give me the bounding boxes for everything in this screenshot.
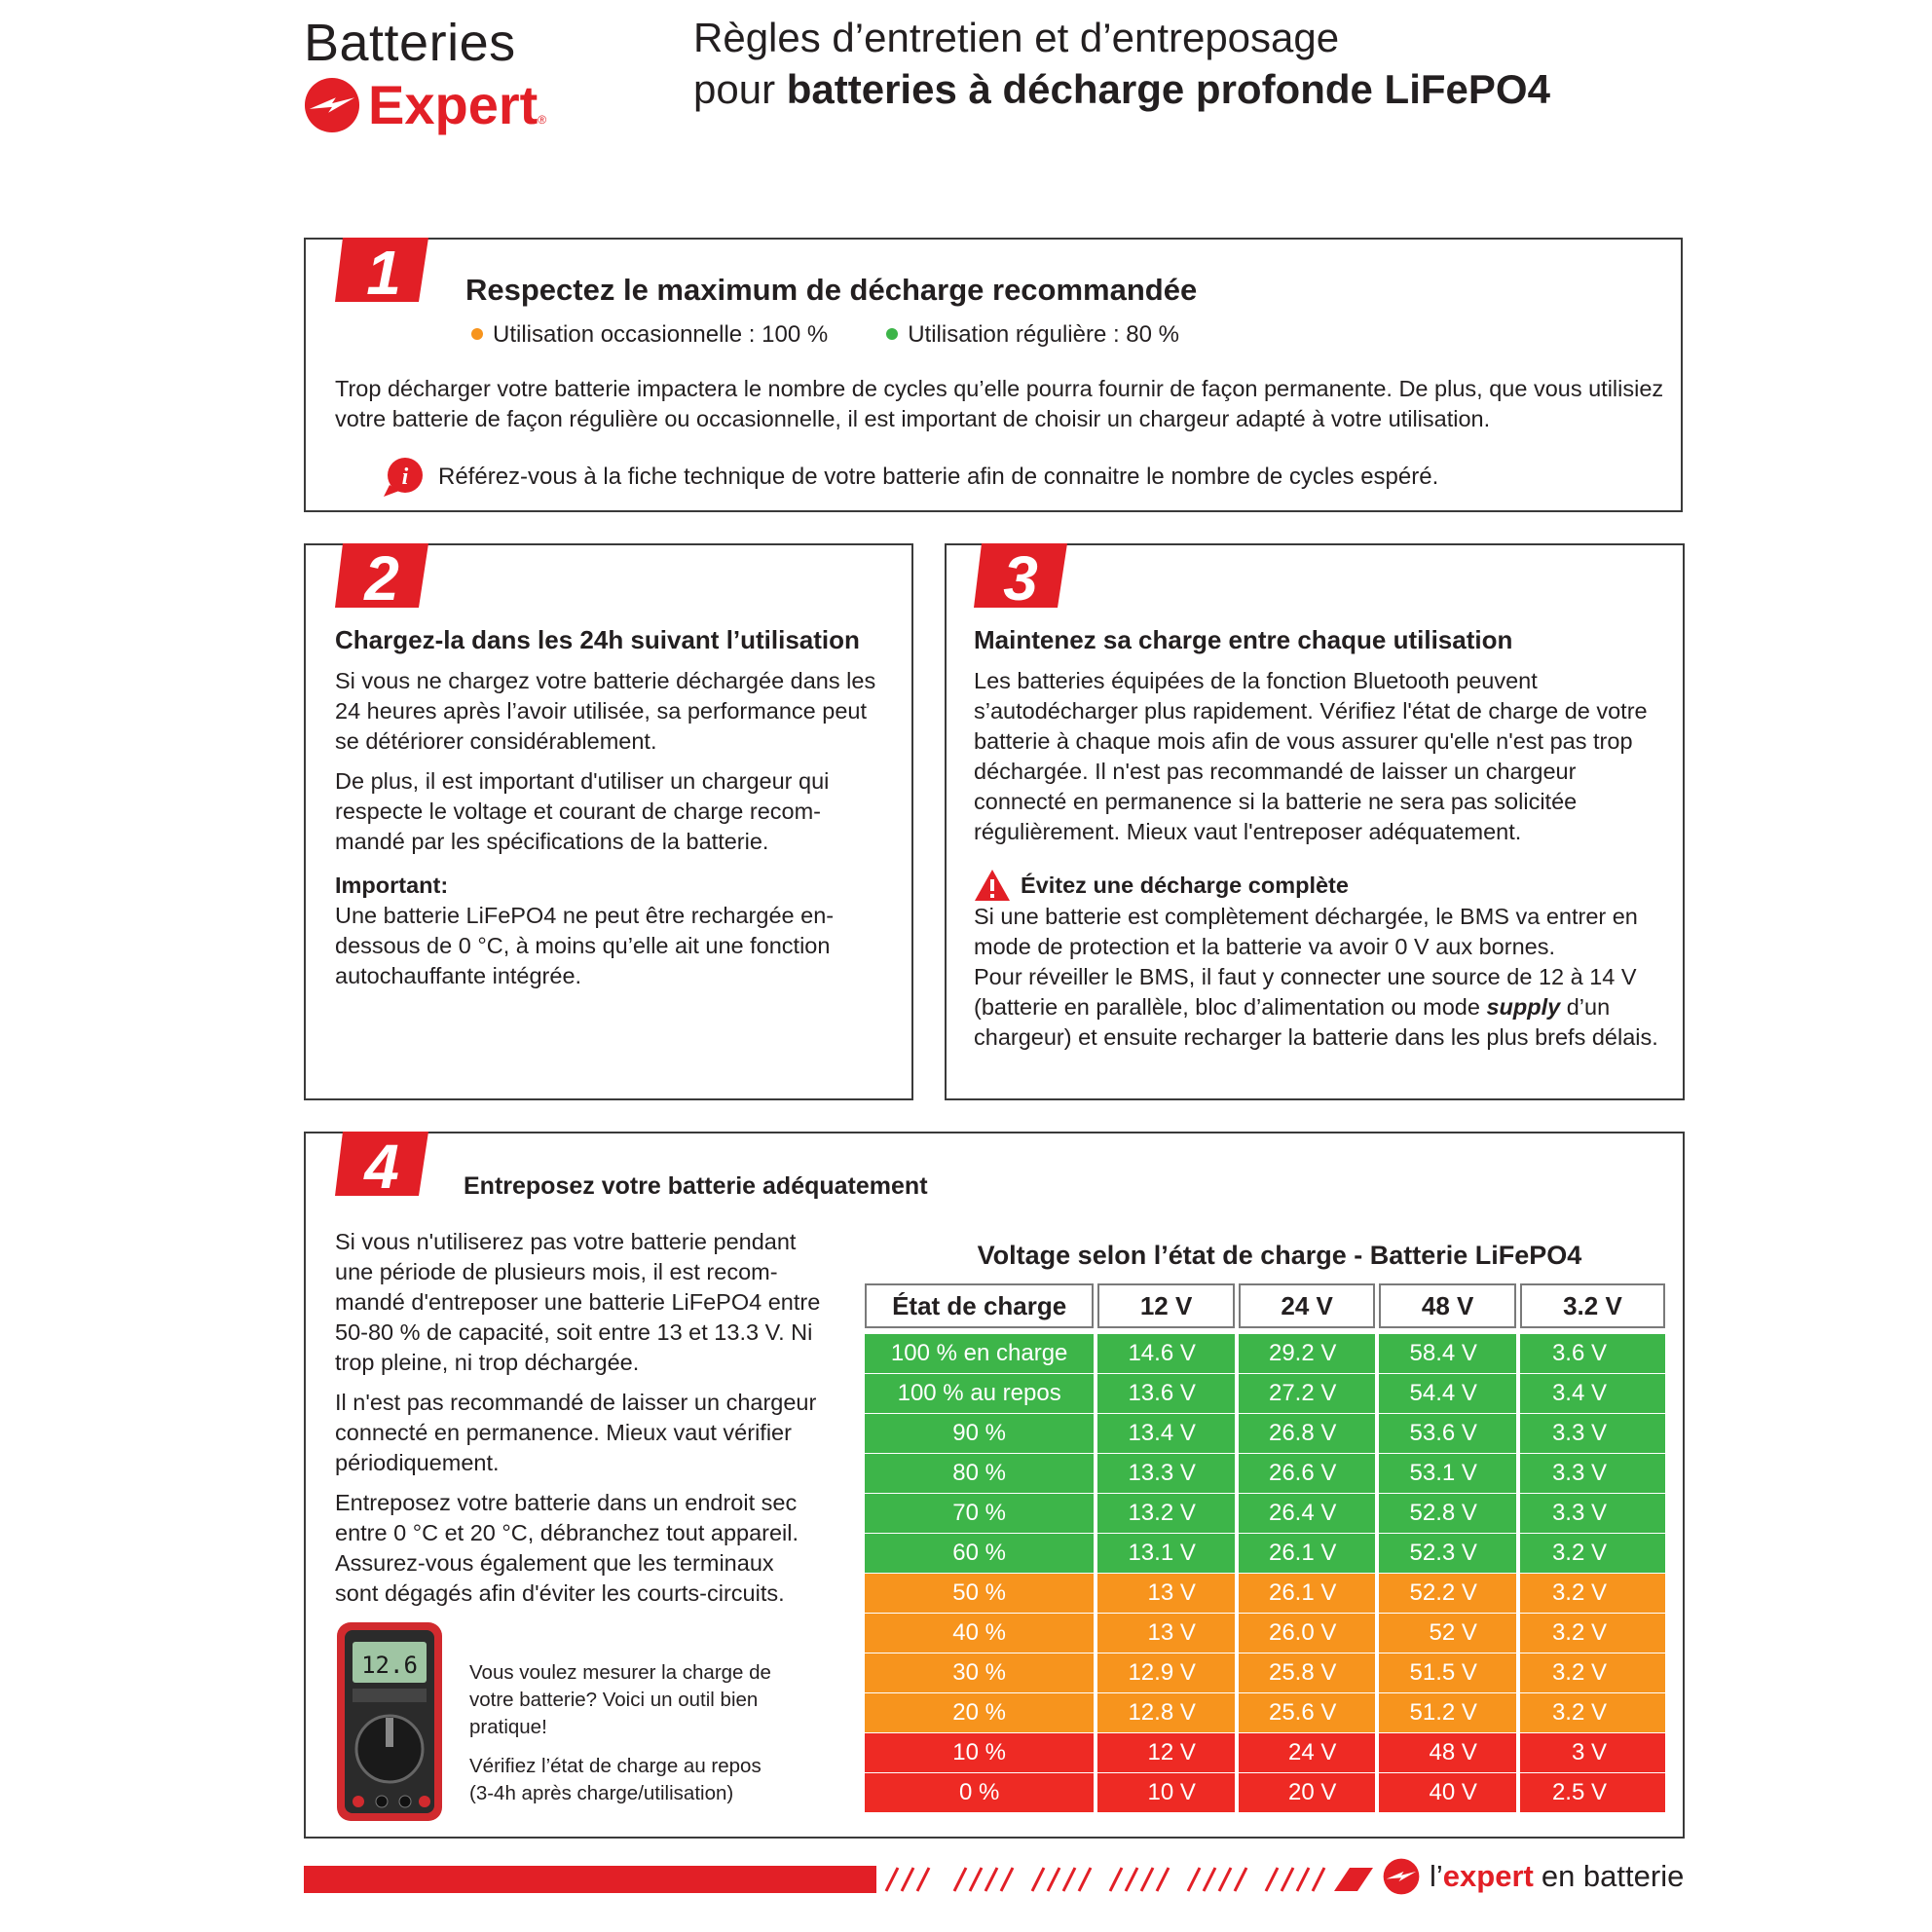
section-2 <box>304 543 913 1100</box>
section-4-text <box>335 1227 822 1609</box>
header-12v: 12 V <box>1097 1283 1235 1328</box>
section-4-number: 4 <box>364 1132 399 1196</box>
multimeter-caption <box>469 1659 791 1807</box>
number-2-icon <box>335 543 428 608</box>
section-1-body: Trop décharger votre batterie impactera le nombre de cycles qu’elle pourra fournir de façon permanente. De plus, que vous utilisiez votre batterie de façon régulière ou occasionnelle, il est important de choisir un chargeur adapté à votre utilisation. <box>335 376 1664 431</box>
table-row <box>865 1653 1665 1693</box>
footer-tagline <box>1383 1858 1684 1895</box>
section-1-number: 1 <box>366 238 401 302</box>
cell-48v: 52.2 V <box>1379 1574 1516 1614</box>
cell-12v: 13.6 V <box>1097 1374 1235 1414</box>
cell-12v: 10 V <box>1097 1773 1235 1813</box>
title-line-2-bold: batteries à décharge profonde LiFePO4 <box>786 66 1550 112</box>
cell-48v: 54.4 V <box>1379 1374 1516 1414</box>
warning-line-1: Si une batterie est complètement déchargée, le BMS va entrer en mode de protection et la batterie va avoir 0 V aux bornes. <box>974 904 1638 959</box>
warning-line-2 <box>974 962 1665 1053</box>
multimeter-tip: Vérifiez l’état de charge au repos (3-4h après charge/utilisation) <box>469 1755 762 1804</box>
table-row <box>865 1733 1665 1773</box>
usage-occasional-label: Utilisation occasionnelle : 100 % <box>493 321 829 348</box>
cell-state: 10 % <box>865 1733 1094 1773</box>
cell-state: 40 % <box>865 1614 1094 1653</box>
table-header-row <box>865 1283 1665 1328</box>
supply-term: supply <box>1486 994 1561 1020</box>
section-4-para-2: Il n'est pas recommandé de laisser un chargeur connecté en permanence. Mieux vaut vérifier périodiquement. <box>335 1390 817 1475</box>
multimeter-question: Vous voulez mesurer la charge de votre batterie? Voici un outil bien pratique! <box>469 1661 771 1738</box>
footer-slash-pattern <box>876 1866 1383 1893</box>
multimeter-reading: 12.6 <box>361 1652 418 1679</box>
cell-state: 100 % au repos <box>865 1374 1094 1414</box>
cell-24v: 26.1 V <box>1239 1534 1376 1574</box>
cell-48v: 51.2 V <box>1379 1693 1516 1733</box>
title-line-2-prefix: pour <box>693 66 787 112</box>
cell-24v: 20 V <box>1239 1773 1376 1813</box>
orange-dot-icon <box>471 328 483 340</box>
title-line-1: Règles d’entretien et d’entreposage <box>693 15 1340 60</box>
table-title: Voltage selon l’état de charge - Batterie LiFePO4 <box>977 1241 1582 1270</box>
section-2-number: 2 <box>364 543 399 608</box>
cell-24v: 26.8 V <box>1239 1414 1376 1454</box>
section-3-para-1: Les batteries équipées de la fonction Bluetooth peuvent s’autodécharger plus rapidement. Vérifiez l'état de charge de votre batterie à chaque mois afin de vous assurer qu'elle n'est pas trop déchargée. Il n'est pas recommandé de laisser un chargeur connecté en permanence si la batterie ne sera pas solicitée régulièrement. Mieux vaut l'entreposer adéquatement. <box>974 668 1648 844</box>
table-row <box>865 1494 1665 1534</box>
table-row <box>865 1374 1665 1414</box>
brand-logo <box>304 14 596 135</box>
cell-state: 80 % <box>865 1454 1094 1494</box>
number-4-icon <box>335 1132 428 1196</box>
warning-icon <box>974 869 1011 902</box>
cell-state: 100 % en charge <box>865 1334 1094 1374</box>
number-3-icon <box>974 543 1067 608</box>
cell-24v: 27.2 V <box>1239 1374 1376 1414</box>
cell-12v: 13.1 V <box>1097 1534 1235 1574</box>
warning-line-2a: Pour réveiller le BMS, il faut y connecter une source de 12 à 14 V (batterie en parallèle, bloc d’alimentation ou mode <box>974 964 1637 1020</box>
header-3-2v: 3.2 V <box>1520 1283 1665 1328</box>
cell-3-2v: 3.3 V <box>1520 1414 1665 1454</box>
cell-12v: 13.3 V <box>1097 1454 1235 1494</box>
cell-3-2v: 3.6 V <box>1520 1334 1665 1374</box>
cell-48v: 52.8 V <box>1379 1494 1516 1534</box>
footer-bolt-icon <box>1383 1858 1420 1895</box>
table-row <box>865 1574 1665 1614</box>
header-48v: 48 V <box>1379 1283 1516 1328</box>
usage-regular <box>886 321 1179 349</box>
header-state: État de charge <box>865 1283 1094 1328</box>
footer-bold: expert <box>1442 1859 1534 1893</box>
cell-12v: 14.6 V <box>1097 1334 1235 1374</box>
green-dot-icon <box>886 328 898 340</box>
cell-48v: 58.4 V <box>1379 1334 1516 1374</box>
cell-3-2v: 3.2 V <box>1520 1693 1665 1733</box>
cell-3-2v: 3.2 V <box>1520 1653 1665 1693</box>
important-label: Important: <box>335 873 449 898</box>
svg-text:i: i <box>401 464 409 490</box>
footer-prefix: l’ <box>1430 1859 1443 1893</box>
cell-12v: 12 V <box>1097 1733 1235 1773</box>
cell-24v: 29.2 V <box>1239 1334 1376 1374</box>
cell-3-2v: 3.2 V <box>1520 1534 1665 1574</box>
warning-heading <box>974 869 1665 902</box>
section-2-para-2: De plus, il est important d'utiliser un chargeur qui respecte le voltage et courant de charge recom-mandé par les spécifications de la batterie. <box>335 768 830 854</box>
cell-3-2v: 3.4 V <box>1520 1374 1665 1414</box>
cell-48v: 53.6 V <box>1379 1414 1516 1454</box>
important-text: Une batterie LiFePO4 ne peut être rechargée en-dessous de 0 °C, à moins qu’elle ait une fonction autochauffante intégrée. <box>335 903 835 988</box>
cell-48v: 51.5 V <box>1379 1653 1516 1693</box>
section-2-content <box>335 666 890 991</box>
warning-line-2c: d’un chargeur) et ensuite recharger la batterie dans les plus brefs délais. <box>974 994 1658 1050</box>
cell-state: 30 % <box>865 1653 1094 1693</box>
info-note-text: Référez-vous à la fiche technique de votre batterie afin de connaitre le nombre de cycles espéré. <box>438 464 1439 490</box>
section-3-heading: Maintenez sa charge entre chaque utilisation <box>974 625 1513 654</box>
cell-state: 20 % <box>865 1693 1094 1733</box>
section-4-heading: Entreposez votre batterie adéquatement <box>464 1172 928 1200</box>
cell-12v: 13.4 V <box>1097 1414 1235 1454</box>
cell-3-2v: 3.2 V <box>1520 1574 1665 1614</box>
multimeter-image <box>335 1620 444 1823</box>
footer-suffix: en batterie <box>1541 1859 1685 1893</box>
cell-state: 0 % <box>865 1773 1094 1813</box>
section-4-para-3: Entreposez votre batterie dans un endroit sec entre 0 °C et 20 °C, débranchez tout appareil. Assurez-vous également que les terminaux sont dégagés afin d'éviter les courts-circuits. <box>335 1490 799 1606</box>
document-title <box>693 14 1667 117</box>
table-row <box>865 1454 1665 1494</box>
warning-title: Évitez une décharge complète <box>1021 872 1349 898</box>
section-2-heading: Chargez-la dans les 24h suivant l’utilisation <box>335 625 860 654</box>
cell-48v: 48 V <box>1379 1733 1516 1773</box>
cell-48v: 52 V <box>1379 1614 1516 1653</box>
table-row <box>865 1534 1665 1574</box>
usage-legend <box>471 321 1179 349</box>
cell-24v: 26.4 V <box>1239 1494 1376 1534</box>
cell-24v: 26.0 V <box>1239 1614 1376 1653</box>
logo-text-top: Batteries <box>304 14 516 72</box>
cell-3-2v: 3.3 V <box>1520 1494 1665 1534</box>
logo-text-bottom: Expert <box>368 74 539 135</box>
info-icon <box>380 456 427 499</box>
cell-12v: 12.9 V <box>1097 1653 1235 1693</box>
cell-24v: 25.8 V <box>1239 1653 1376 1693</box>
section-3-number: 3 <box>1003 543 1038 608</box>
table-row <box>865 1414 1665 1454</box>
cell-state: 70 % <box>865 1494 1094 1534</box>
cell-12v: 12.8 V <box>1097 1693 1235 1733</box>
table-row <box>865 1614 1665 1653</box>
section-1-heading: Respectez le maximum de décharge recommandée <box>465 273 1198 307</box>
table-row <box>865 1334 1665 1374</box>
cell-24v: 26.6 V <box>1239 1454 1376 1494</box>
cell-state: 60 % <box>865 1534 1094 1574</box>
registered-mark: ® <box>538 113 547 127</box>
cell-3-2v: 3 V <box>1520 1733 1665 1773</box>
table-row <box>865 1773 1665 1813</box>
usage-occasional <box>471 321 828 349</box>
soc-voltage-table <box>861 1283 1669 1813</box>
cell-12v: 13.2 V <box>1097 1494 1235 1534</box>
cell-3-2v: 3.3 V <box>1520 1454 1665 1494</box>
info-note <box>380 456 1438 499</box>
section-2-para-1: Si vous ne chargez votre batterie déchargée dans les 24 heures après l’avoir utilisée, sa performance peut se détériorer considérablement. <box>335 668 876 754</box>
cell-3-2v: 3.2 V <box>1520 1614 1665 1653</box>
cell-48v: 52.3 V <box>1379 1534 1516 1574</box>
table-row <box>865 1693 1665 1733</box>
header-24v: 24 V <box>1239 1283 1376 1328</box>
cell-state: 50 % <box>865 1574 1094 1614</box>
cell-24v: 26.1 V <box>1239 1574 1376 1614</box>
number-1-icon <box>335 238 428 302</box>
cell-3-2v: 2.5 V <box>1520 1773 1665 1813</box>
section-4-para-1: Si vous n'utiliserez pas votre batterie pendant une période de plusieurs mois, il est recom-mandé d'entreposer une batterie LiFePO4 entre 50-80 % de capacité, soit entre 13 et 13.3 V. Ni trop pleine, ni trop déchargée. <box>335 1229 821 1375</box>
section-3-content <box>974 666 1665 1053</box>
cell-12v: 13 V <box>1097 1614 1235 1653</box>
bolt-logo-icon <box>304 77 360 133</box>
title-line-2 <box>693 62 1667 117</box>
section-4 <box>304 1132 1685 1839</box>
table-body <box>865 1328 1665 1813</box>
cell-24v: 25.6 V <box>1239 1693 1376 1733</box>
cell-48v: 53.1 V <box>1379 1454 1516 1494</box>
logo-bottom <box>304 74 546 136</box>
section-1 <box>304 238 1683 512</box>
cell-12v: 13 V <box>1097 1574 1235 1614</box>
cell-48v: 40 V <box>1379 1773 1516 1813</box>
cell-state: 90 % <box>865 1414 1094 1454</box>
section-3 <box>945 543 1685 1100</box>
cell-24v: 24 V <box>1239 1733 1376 1773</box>
usage-regular-label: Utilisation régulière : 80 % <box>908 321 1180 348</box>
